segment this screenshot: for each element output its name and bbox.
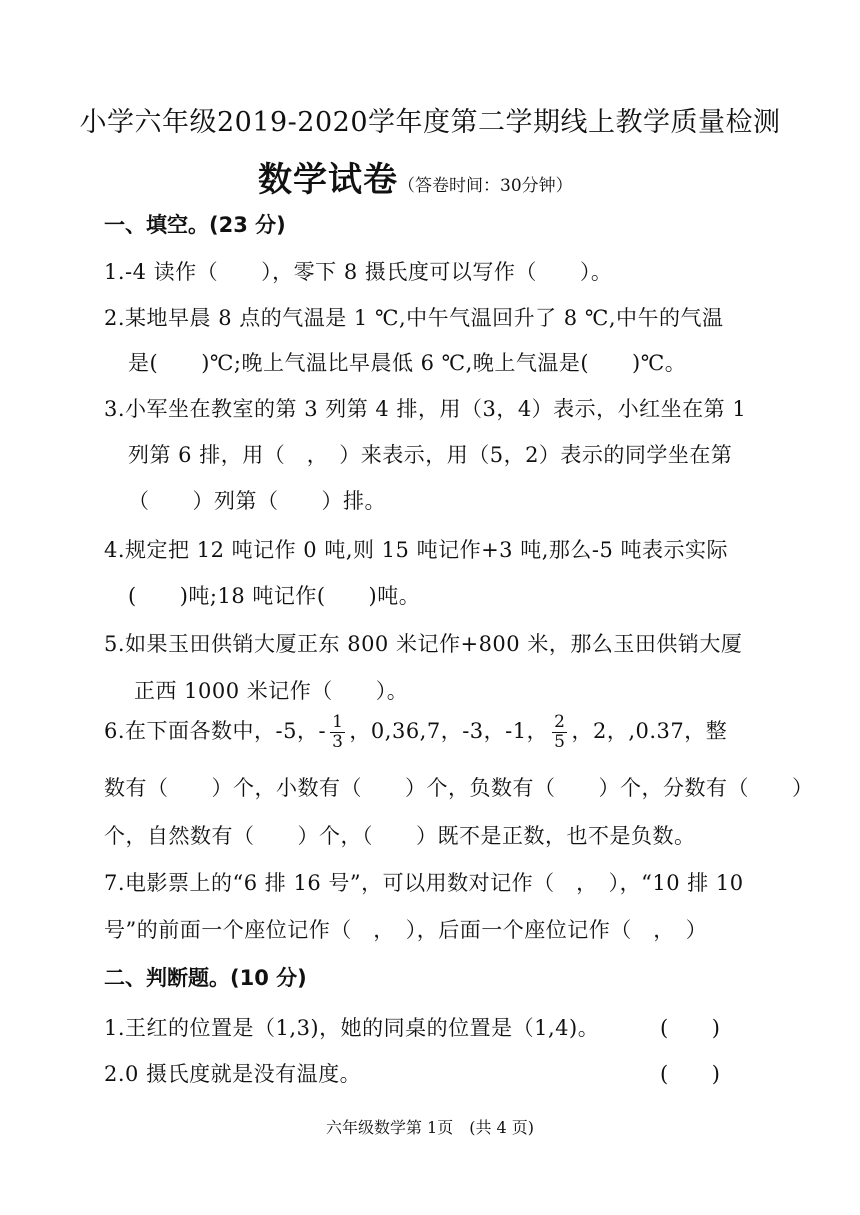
q6-prefix: 6.在下面各数中，-5，-	[104, 719, 327, 743]
exam-title: 小学六年级2019-2020学年度第二学期线上教学质量检测	[79, 107, 781, 138]
subject-title	[258, 152, 573, 201]
subject-name: 数学试卷	[258, 160, 398, 200]
question-line: 1.-4 读作（ ），零下 8 摄氏度可以写作（ ）。	[104, 260, 613, 284]
section-fill-heading: 一、填空。(23 分)	[104, 213, 286, 237]
question-line: 是( )℃;晚上气温比早晨低 6 ℃,晚上气温是( )℃。	[128, 351, 687, 375]
fraction-two-fifths	[552, 713, 567, 752]
judge-item-blank: ( )	[660, 1062, 721, 1086]
section-judge-heading: 二、判断题。(10 分)	[104, 966, 307, 990]
question-line: ( )吨;18 吨记作( )吨。	[128, 584, 421, 608]
fraction-numerator: 1	[332, 712, 344, 732]
fraction-one-third	[330, 713, 345, 752]
judge-item-blank: ( )	[660, 1016, 721, 1040]
fraction-denominator: 5	[554, 732, 566, 752]
question-line: 号”的前面一个座位记作（ ， ），后面一个座位记作（ ， ）	[104, 918, 708, 942]
q6-suffix: ，2，,0.37，整	[571, 719, 728, 743]
question-line: 7.电影票上的“6 排 16 号”，可以用数对记作（ ， ），“10 排 10	[104, 871, 744, 895]
question-line: 5.如果玉田供销大厦正东 800 米记作+800 米，那么玉田供销大厦	[104, 632, 743, 656]
fraction-numerator: 2	[554, 712, 566, 732]
page-footer: 六年级数学第 1页 (共 4 页)	[325, 1118, 535, 1137]
judge-item-text: 2.0 摄氏度就是没有温度。	[104, 1062, 362, 1086]
question-line: 3.小军坐在教室的第 3 列第 4 排，用（3，4）表示，小红坐在第 1	[104, 397, 747, 421]
question-line: 数有（ ）个，小数有（ ）个，负数有（ ）个，分数有（ ）	[104, 776, 814, 800]
question-line: （ ）列第（ ）排。	[128, 489, 386, 513]
time-note: （答卷时间：30分钟）	[398, 176, 573, 196]
fraction-denominator: 3	[332, 732, 344, 752]
question-line: 4.规定把 12 吨记作 0 吨,则 15 吨记作+3 吨,那么-5 吨表示实际	[104, 538, 729, 562]
q6-middle: ，0,36,7，-3，-1，	[349, 719, 549, 743]
judge-item-text: 1.王红的位置是（1,3)，她的同桌的位置是（1,4)。	[104, 1016, 600, 1040]
question-line: 列第 6 排，用（ ， ）来表示，用（5，2）表示的同学坐在第	[128, 443, 733, 467]
question-line: 个，自然数有（ ）个，（ ）既不是正数，也不是负数。	[104, 824, 696, 848]
question-line: 正西 1000 米记作（ ）。	[134, 679, 409, 703]
question-6-line	[104, 713, 727, 752]
question-line: 2.某地早晨 8 点的气温是 1 ℃,中午气温回升了 8 ℃,中午的气温	[104, 306, 724, 330]
